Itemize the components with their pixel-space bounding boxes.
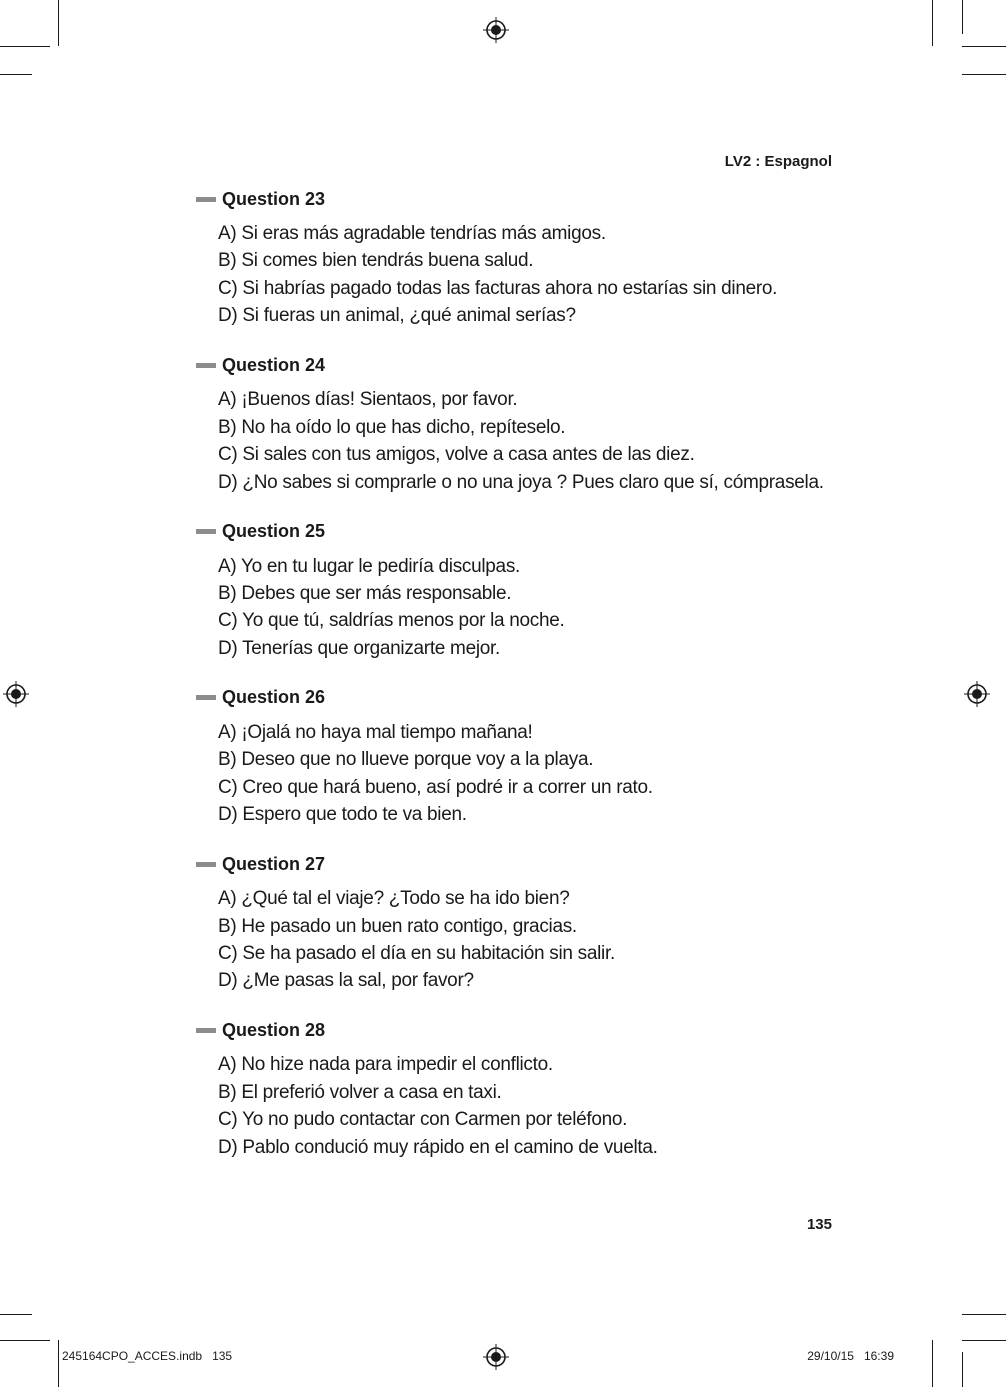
print-slug-file: 245164CPO_ACCES.indb 135: [62, 1349, 233, 1363]
question-heading: [196, 687, 325, 709]
answer-options: [218, 885, 615, 995]
answer-option: D) Si fueras un animal, ¿qué animal serías?: [218, 305, 576, 327]
question-title: Question 26: [222, 687, 326, 708]
answer-options: [218, 1051, 658, 1161]
question-block: [196, 849, 836, 1015]
question-block: [196, 350, 836, 516]
answer-option: D) ¿Me pasas la sal, por favor?: [218, 970, 474, 992]
answer-option: A) Yo en tu lugar le pediría disculpas.: [218, 555, 521, 577]
question-heading: [196, 853, 325, 875]
question-block: [196, 517, 836, 683]
answer-option: D) Espero que todo te va bien.: [218, 804, 467, 826]
answer-option: D) Tenerías que organizarte mejor.: [218, 637, 500, 659]
answer-options: [218, 553, 565, 663]
answer-option: B) Si comes bien tendrás buena salud.: [218, 250, 534, 272]
bullet-bar: [196, 1028, 216, 1033]
question-title: Question 27: [222, 853, 326, 874]
bullet-bar: [196, 862, 216, 867]
question-title: Question 28: [222, 1019, 326, 1040]
question-heading: [196, 188, 325, 210]
bullet-bar: [196, 363, 216, 368]
question-title: Question 23: [222, 188, 326, 209]
answer-option: A) ¿Qué tal el viaje? ¿Todo se ha ido bien?: [218, 888, 570, 910]
answer-option: A) ¡Ojalá no haya mal tiempo mañana!: [218, 721, 533, 743]
question-title: Question 25: [222, 521, 326, 542]
answer-option: B) No ha oído lo que has dicho, repíteselo.: [218, 416, 566, 438]
answer-options: [218, 220, 777, 330]
answer-option: C) Si sales con tus amigos, volve a casa antes de las diez.: [218, 444, 695, 466]
answer-option: B) He pasado un buen rato contigo, gracias.: [218, 915, 577, 937]
answer-option: A) Si eras más agradable tendrías más amigos.: [218, 223, 606, 244]
answer-option: D) ¿No sabes si comprarle o no una joya ? Pues claro que sí, cómprasela.: [218, 471, 824, 493]
questions-list: [196, 184, 836, 1182]
answer-options: [218, 719, 653, 829]
registration-mark-icon: [483, 1344, 509, 1370]
answer-options: [218, 386, 824, 496]
question-block: [196, 1015, 836, 1181]
answer-option: B) El preferió volver a casa en taxi.: [218, 1081, 502, 1103]
registration-mark-icon: [483, 17, 509, 43]
answer-option: C) Se ha pasado el día en su habitación sin salir.: [218, 943, 615, 964]
question-heading: [196, 1019, 325, 1041]
answer-option: B) Deseo que no llueve porque voy a la playa.: [218, 749, 594, 771]
answer-option: B) Debes que ser más responsable.: [218, 583, 512, 604]
answer-option: C) Creo que hará bueno, así podré ir a correr un rato.: [218, 776, 653, 798]
answer-option: C) Yo no pudo contactar con Carmen por teléfono.: [218, 1109, 628, 1131]
answer-option: D) Pablo condució muy rápido en el camino de vuelta.: [218, 1136, 658, 1158]
answer-option: A) ¡Buenos días! Sientaos, por favor.: [218, 389, 518, 411]
section-label: LV2 : Espagnol: [724, 153, 832, 170]
question-title: Question 24: [222, 354, 326, 375]
registration-mark-icon: [3, 681, 29, 707]
answer-option: C) Yo que tú, saldrías menos por la noche.: [218, 610, 565, 632]
question-heading: [196, 354, 325, 376]
bullet-bar: [196, 695, 216, 700]
question-heading: [196, 521, 325, 543]
question-block: [196, 683, 836, 849]
page-number: 135: [806, 1216, 832, 1233]
print-slug-date: 29/10/15 16:39: [807, 1349, 894, 1363]
registration-mark-icon: [964, 681, 990, 707]
bullet-bar: [196, 197, 216, 202]
answer-option: A) No hize nada para impedir el conflicto.: [218, 1054, 553, 1076]
answer-option: C) Si habrías pagado todas las facturas ahora no estarías sin dinero.: [218, 277, 778, 299]
question-block: [196, 184, 836, 350]
bullet-bar: [196, 529, 216, 534]
